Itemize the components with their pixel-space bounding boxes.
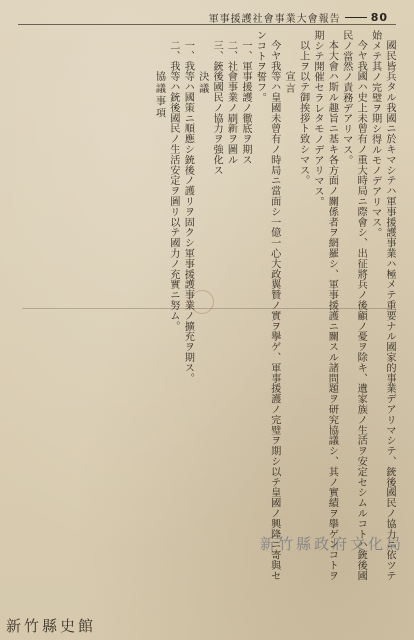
- page-header: [209, 10, 388, 25]
- archive-watermark: 新竹縣政府文化局: [259, 535, 404, 553]
- faint-seal-mark: [190, 290, 214, 314]
- header-dash: [345, 17, 367, 18]
- section-title-resolution: 決議: [196, 70, 208, 96]
- archive-logo: 新竹縣史館: [6, 617, 97, 635]
- paragraph: 國民皆兵タル我國ニ於キマシテハ軍事援護事業ハ極メテ重要ナル國家的事業デアリマシテ、銃後國民ノ協力ニ依ツテ始メテ其ノ完璧ヲ期シ得ルモノデアリマス。: [369, 30, 395, 581]
- paragraph: 本大會ハ斯ル趣旨ニ基キ各方面ノ關係者ヲ網羅シ、軍事援護ニ關スル諸問題ヲ研究協議シ、其ノ實績ヲ擧ゲンコトヲ期シテ開催セラレタモノデアリマス。: [311, 30, 338, 581]
- paragraph: 一、我等ハ國策ニ順應シ銃後ノ護リヲ固クシ軍事援護事業ノ擴充ヲ期ス。: [182, 40, 194, 384]
- header-rule: [18, 24, 396, 25]
- section-title-declaration: 宣言: [283, 70, 295, 96]
- paragraph: 一、軍事援護ノ徹底ヲ期ス: [239, 40, 251, 165]
- paragraph: 二、社會事業ノ刷新ヲ圖ル: [225, 40, 237, 165]
- paragraph: 二、我等ハ銃後國民ノ生活安定ヲ圖リ以テ國力ノ充實ニ努ム。: [167, 40, 179, 332]
- paragraph: 今ヤ我等ハ皇國未曾有ノ時局ニ當面シ一億一心大政翼贊ノ實ヲ擧ゲ、軍事援護ノ完璧ヲ期シ以テ皇國ノ興隆ニ寄與センコトヲ誓フ。: [254, 30, 280, 581]
- paragraph: 三、銃後國民ノ協力ヲ強化ス: [211, 40, 223, 176]
- section-title-agenda: 協議事項: [153, 70, 165, 120]
- page-number: 80: [370, 11, 388, 24]
- paragraph: 以上ヲ以テ御挨拶ト致シマス。: [297, 40, 309, 186]
- running-title: 軍事援護社會事業大會報告: [208, 14, 341, 25]
- paragraph: 今ヤ我國ハ史上未曾有ノ重大時局ニ際會シ、出征將兵ノ後顧ノ憂ヲ除キ、遺家族ノ生活ヲ安定セシムルコトハ銃後國民ノ當然ノ責務デアリマス。: [340, 30, 367, 581]
